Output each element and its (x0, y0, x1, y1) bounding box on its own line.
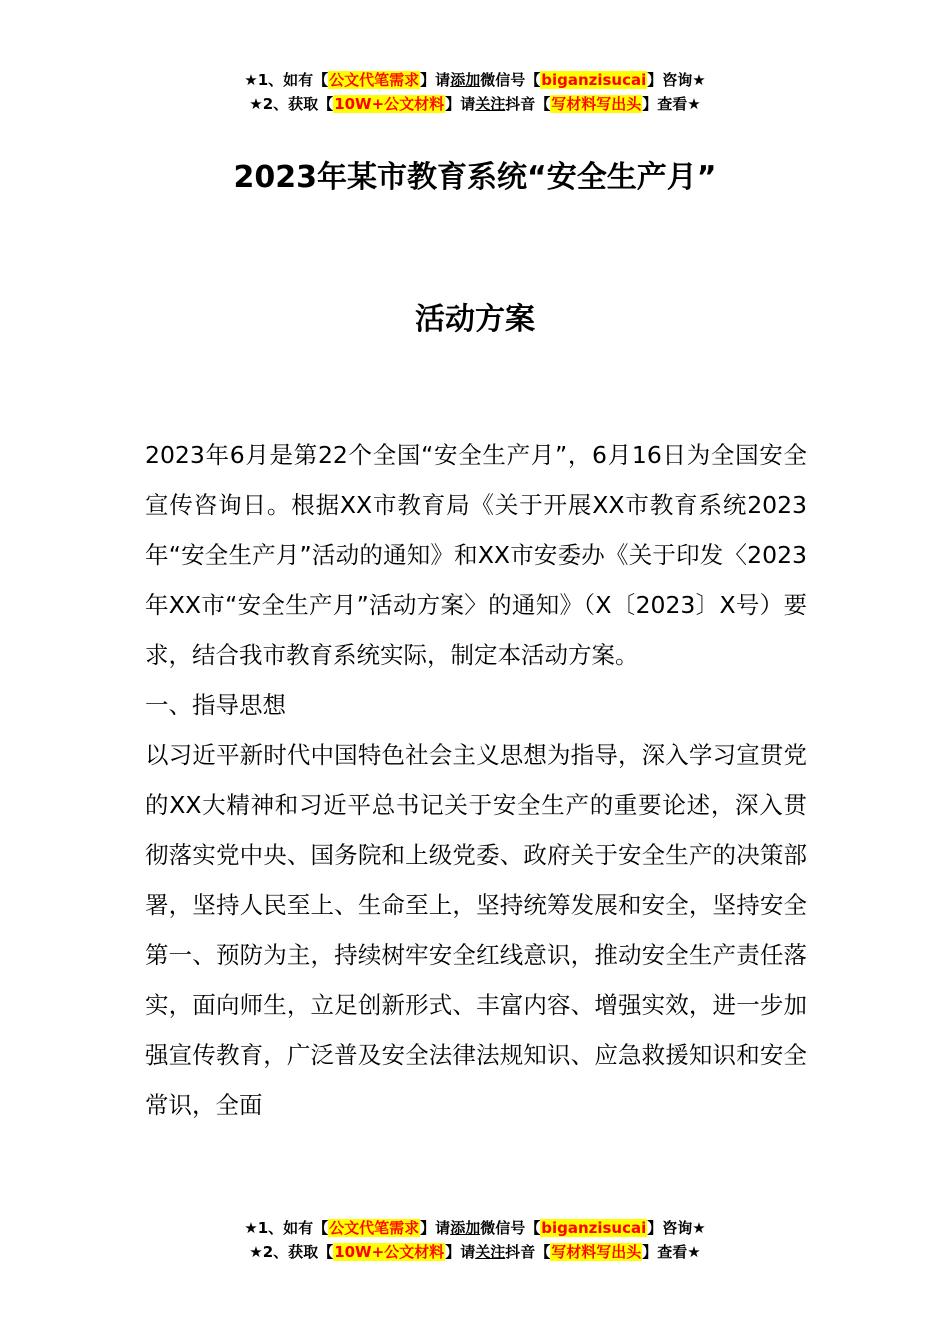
banner-text: 微信号【 (480, 1219, 541, 1237)
banner-line-2 (0, 92, 950, 116)
underlined-follow: 关注 (475, 95, 506, 113)
banner-text: 】请 (445, 1243, 476, 1261)
highlight-wechat-id: biganzisucai (541, 71, 647, 89)
banner-text: 】请 (420, 1219, 451, 1237)
banner-line-1 (0, 68, 950, 92)
banner-text: 抖音【 (505, 1243, 551, 1261)
banner-text: ★1、如有【 (244, 1219, 329, 1237)
banner-text: 】咨询★ (647, 1219, 706, 1237)
banner-text: 】咨询★ (647, 71, 706, 89)
banner-text: ★2、获取【 (249, 95, 334, 113)
banner-line-1 (0, 1216, 950, 1240)
highlight-ghostwriting: 公文代笔需求 (329, 71, 420, 89)
document-body (145, 430, 807, 1130)
underlined-follow: 关注 (475, 1243, 506, 1261)
footer-banner (0, 1216, 950, 1264)
underlined-add: 添加 (450, 71, 481, 89)
banner-text: 抖音【 (505, 95, 551, 113)
section-paragraph: 以习近平新时代中国特色社会主义思想为指导，深入学习宣贯党的XX大精神和习近平总书记关于安全生产的重要论述，深入贯彻落实党中央、国务院和上级党委、政府关于安全生产的决策部署，坚持人民至上、生命至上，坚持统筹发展和安全，坚持安全第一、预防为主，持续树牢安全红线意识，推动安全生产责任落实，面向师生，立足创新形式、丰富内容、增强实效，进一步加强宣传教育，广泛普及安全法律法规知识、应急救援知识和安全常识，全面 (145, 741, 807, 1119)
banner-text: 】请 (445, 95, 476, 113)
highlight-douyin-account: 写材料写出头 (551, 1243, 642, 1261)
banner-text: ★2、获取【 (249, 1243, 334, 1261)
banner-line-2 (0, 1240, 950, 1264)
banner-text: 微信号【 (480, 71, 541, 89)
highlight-wechat-id: biganzisucai (541, 1219, 647, 1237)
highlight-materials: 10W+公文材料 (334, 1243, 445, 1261)
document-title: 2023年某市教育系统“安全生产月” (233, 160, 717, 195)
section-heading: 一、指导思想 (145, 691, 286, 719)
banner-text: 】查看★ (642, 1243, 701, 1261)
document-subtitle: 活动方案 (415, 302, 535, 337)
underlined-add: 添加 (450, 1219, 481, 1237)
highlight-douyin-account: 写材料写出头 (551, 95, 642, 113)
header-banner (0, 68, 950, 116)
highlight-ghostwriting: 公文代笔需求 (329, 1219, 420, 1237)
banner-text: 】请 (420, 71, 451, 89)
banner-text: ★1、如有【 (244, 71, 329, 89)
banner-text: 】查看★ (642, 95, 701, 113)
intro-paragraph: 2023年6月是第22个全国“安全生产月”，6月16日为全国安全宣传咨询日。根据XX市教育局《关于开展XX市教育系统2023年“安全生产月”活动的通知》和XX市安委办《关于印发〈2023年XX市“安全生产月”活动方案〉的通知》（X〔2023〕X号）要求，结合我市教育系统实际，制定本活动方案。 (145, 441, 807, 669)
highlight-materials: 10W+公文材料 (334, 95, 445, 113)
